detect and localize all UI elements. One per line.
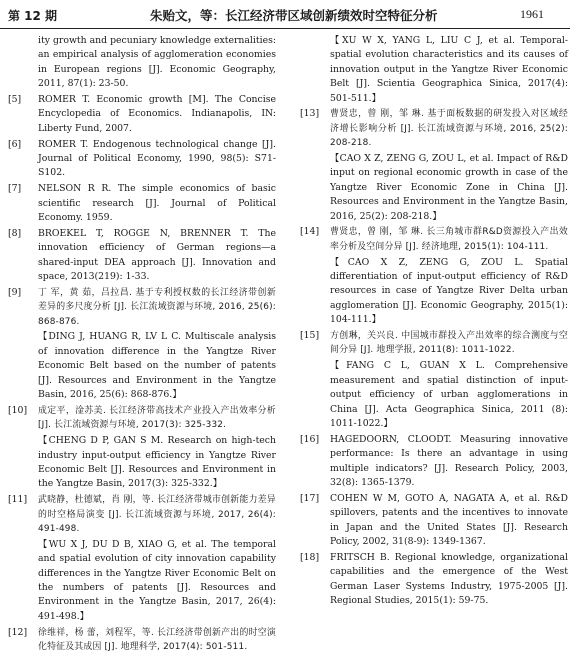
reference-entry: [6, 626, 276, 655]
reference-text: ity growth and pecuniary knowledge externalities: an empirical analysis of agglomeration economies in European regions [J]. Economic Geography, 2011, 87(1): 23-50.: [38, 35, 276, 90]
references-left-column: [6, 34, 276, 656]
reference-entry: [6, 227, 276, 285]
reference-text: 成定平，淦苏美. 长江经济带高技术产业投入产出效率分析 [J]. 长江流域资源与环境, 2017(3): 325-332.: [38, 405, 276, 431]
reference-number: [8]: [8, 227, 22, 239]
reference-text: COHEN W M, GOTO A, NAGATA A, et al. R&D spillovers, patents and the incentives to innovate in Japan and the United States [J]. Research Policy, 2002, 31(8-9): 1349-1367.: [330, 492, 568, 547]
reference-text: ROMER T. Economic growth [M]. The Concise Encyclopedia of Economics. Indianapolis, IN: Liberty Fund, 2007.: [38, 94, 276, 134]
reference-entry: [6, 34, 276, 92]
reference-text: HAGEDOORN, CLOODT. Measuring innovative performance: Is there an advantage in using multiple indicators? [J]. Research Policy, 2003, 32(8): 1365-1379.: [330, 433, 568, 488]
reference-text: ROMER T. Endogenous technological change [J]. Journal of Political Economy, 1990, 98(5): S71-S102.: [38, 138, 276, 179]
reference-entry: [298, 492, 568, 550]
reference-text: 【XU W X, YANG L, LIU C J, et al. Temporal-spatial evolution characteristics and its causes of innovation output in the Yangtze River Economic Belt [J]. Scientia Geographica Sinica, 2017(4): 501-511.】: [330, 35, 568, 104]
references-right-column: [298, 34, 568, 610]
reference-text: BROEKEL T, ROGGE N, BRENNER T. The innovation efficiency of German regions—a shared-input DEA approach [J]. Innovation and space, 2013(219): 1-33.: [38, 227, 276, 283]
reference-text: 【CAO X Z, ZENG G, ZOU L. Spatial differentiation of input-output efficiency of R&D resources in case of Yangtze River Delta urban agglomeration [J]. Economic Geography, 2015(1): 104-111.】: [330, 256, 568, 326]
running-title: 朱贻文，等：长江经济带区域创新绩效时空特征分析: [150, 8, 438, 23]
reference-entry: [298, 329, 568, 358]
reference-text: 曹贤忠，曾 刚，邹 琳. 长三角城市群R&D资源投入产出效率分析及空间分异 [J]. 经济地理, 2015(1): 104-111.: [330, 227, 568, 252]
reference-number: [7]: [8, 183, 22, 195]
page-header: [0, 0, 570, 28]
reference-text: 【FANG C L, GUAN X L. Comprehensive measurement and spatial distinction of input-output efficiency of urban agglomerations in China [J]. Acta Geographica Sinica, 2011 (8): 1011-1022.】: [330, 360, 568, 429]
reference-entry: [298, 152, 568, 224]
reference-entry: [298, 256, 568, 328]
reference-text: 【DING J, HUANG R, LV L C. Multiscale analysis of innovation difference in the Yangtze River Economic Belt based on the number of patents [J]. Resources and Environment in the Yangtze Basin, 2016, 25(6): 868-876.】: [38, 331, 276, 401]
reference-number: [15]: [300, 330, 320, 342]
reference-entry: [6, 286, 276, 329]
reference-entry: [6, 138, 276, 181]
reference-number: [10]: [8, 404, 28, 416]
page-number: 1961: [520, 7, 544, 21]
reference-number: [13]: [300, 108, 320, 120]
reference-entry: [298, 359, 568, 431]
reference-entry: [298, 433, 568, 491]
reference-entry: [6, 404, 276, 433]
reference-number: [9]: [8, 286, 22, 298]
issue-number: 第 12 期: [8, 9, 58, 23]
reference-number: [12]: [8, 626, 28, 638]
reference-text: FRITSCH B. Regional knowledge, organizational capabilities and the emergence of the West German Laser Systems Industry, 1975-2005 [J]. Regional Studies, 2015(1): 59-75.: [330, 551, 568, 606]
header-rule: [0, 28, 570, 29]
reference-number: [17]: [300, 492, 320, 504]
reference-entry: [298, 225, 568, 254]
reference-entry: [6, 434, 276, 492]
reference-number: [11]: [8, 494, 28, 506]
reference-entry: [298, 34, 568, 106]
reference-text: 【CHENG D P, GAN S M. Research on high-tech industry input-output efficiency in Yangtze River Economic Belt [J]. Resources and Environment in the Yangtze Basin, 2017(3): 325-332.】: [38, 435, 276, 490]
reference-text: 徐维祥，杨 蕾，刘程军，等. 长江经济带创新产出的时空演化特征及其成因 [J]. 地理科学, 2017(4): 501-511.: [38, 627, 276, 652]
reference-number: [5]: [8, 94, 22, 106]
reference-text: 【CAO X Z, ZENG G, ZOU L, et al. Impact of R&D input on regional economic growth in case of the Yangtze River Economic Zone in China [J]. Resources and Environment in the Yangtze Basin, 2016, 25(2): 208-218.】: [330, 153, 568, 222]
reference-entry: [298, 107, 568, 150]
reference-entry: [6, 182, 276, 225]
reference-text: 曹贤忠，曾 刚，邹 琳. 基于面板数据的研发投入对区域经济增长影响分析 [J]. 长江流域资源与环境, 2016, 25(2): 208-218.: [330, 109, 568, 149]
reference-entry: [6, 538, 276, 624]
reference-text: 丁 军，黄 茹，吕拉昌. 基于专利授权数的长江经济带创新差异的多尺度分析 [J]. 长江流域资源与环境, 2016, 25(6): 868-876.: [38, 287, 276, 327]
reference-number: [18]: [300, 551, 320, 563]
reference-number: [16]: [300, 433, 320, 445]
reference-text: NELSON R R. The simple economics of basic scientific research [J]. Journal of Political Economy. 1959.: [38, 183, 276, 224]
reference-number: [14]: [300, 226, 320, 238]
reference-text: 武晓静，杜德斌，肖 刚，等. 长江经济带城市创新能力差异的时空格局演变 [J]. 长江流域资源与环境, 2017, 26(4): 491-498.: [38, 495, 276, 534]
reference-entry: [6, 493, 276, 536]
reference-entry: [298, 551, 568, 609]
reference-entry: [6, 93, 276, 136]
reference-number: [6]: [8, 138, 22, 150]
reference-text: 【WU X J, DU D B, XIAO G, et al. The temporal and spatial evolution of city innovation capability differences in the Yangtze River Economic Belt on the numbers of patents [J]. Resources and Environment in the Yangtze Basin, 2017, 26(4): 491-498.】: [38, 538, 276, 622]
reference-text: 方创琳，关兴良. 中国城市群投入产出效率的综合测度与空间分异 [J]. 地理学报, 2011(8): 1011-1022.: [330, 331, 568, 356]
reference-entry: [6, 330, 276, 402]
